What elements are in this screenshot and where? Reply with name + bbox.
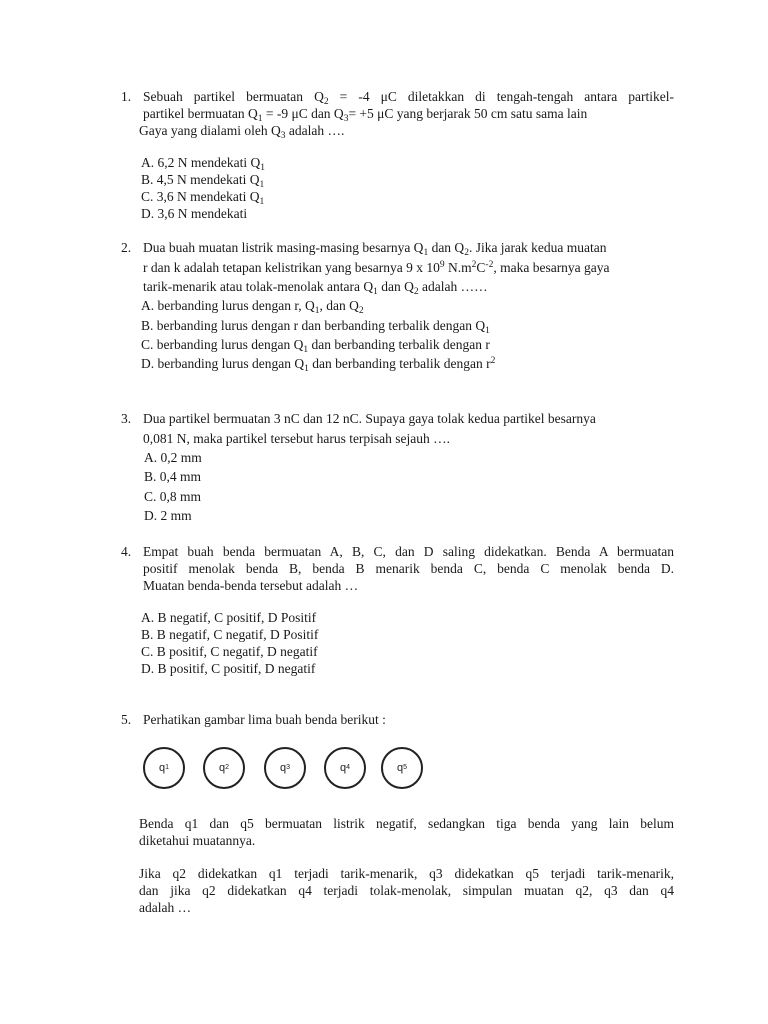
answer-option-b[interactable]: B. 4,5 N mendekati $Q_1$ <box>141 172 265 190</box>
question-number: 5. <box>121 712 132 727</box>
question-number: 3. <box>121 411 132 426</box>
question-text-line: 0,081 N, maka partikel tersebut harus terpisah sejauh …. <box>143 431 451 446</box>
answer-option-b[interactable]: B. 0,4 mm <box>144 469 202 484</box>
question-number: 1. <box>121 89 132 104</box>
question-text-line: partikel bermuatan $Q_1 = -9$ μC dan $Q_3= +5$ μC yang berjarak 50 cm satu sama lain <box>143 106 588 124</box>
charge-circle-q4: q 4 <box>324 747 366 789</box>
question-text-line: Perhatikan gambar lima buah benda berikut : <box>143 712 386 727</box>
answer-option-a[interactable]: A. berbanding lurus dengan r, $Q_1$, dan $Q_2$ <box>141 298 364 316</box>
answer-option-a[interactable]: A. 0,2 mm <box>144 450 202 465</box>
answer-option-b[interactable]: B. berbanding lurus dengan r dan berbanding terbalik dengan $Q_1$ <box>141 318 490 336</box>
question-text-line: Muatan benda-benda tersebut adalah … <box>143 578 359 593</box>
paragraph-line: Jika q2 didekatkan q1 terjadi tarik-menarik, q3 didekatkan q5 terjadi tarik-menarik, <box>139 866 674 881</box>
question-number: 2. <box>121 240 132 255</box>
charge-circle-q5: q 5 <box>381 747 423 789</box>
paragraph-line: Benda q1 dan q5 bermuatan listrik negatif, sedangkan tiga benda yang lain belum <box>139 816 674 831</box>
answer-option-c[interactable]: C. 3,6 N mendekati $Q_1$ <box>141 189 265 207</box>
answer-option-a[interactable]: A. B negatif, C positif, D Positif <box>141 610 317 625</box>
paragraph-line: adalah … <box>139 900 192 915</box>
question-text-line: Empat buah benda bermuatan A, B, C, dan D saling didekatkan. Benda A bermuatan <box>143 544 674 559</box>
answer-option-d[interactable]: D. 3,6 N mendekati <box>141 206 248 221</box>
question-text-line: Sebuah partikel bermuatan $Q_2 = -4$ μC diletakkan di tengah-tengah antara partikel- <box>143 89 675 107</box>
charge-circle-q1: q 1 <box>143 747 185 789</box>
answer-option-d[interactable]: D. 2 mm <box>144 508 192 523</box>
paragraph-line: dan jika q2 didekatkan q4 terjadi tolak-menolak, simpulan muatan q2, q3 dan q4 <box>139 883 674 898</box>
answer-option-d[interactable]: D. B positif, C positif, D negatif <box>141 661 316 676</box>
question-text-line: positif menolak benda B, benda B menarik benda C, benda C menolak benda D. <box>143 561 674 576</box>
answer-option-a[interactable]: A. 6,2 N mendekati $Q_1$ <box>141 155 265 173</box>
question-text-line: Dua partikel bermuatan 3 nC dan 12 nC. Supaya gaya tolak kedua partikel besarnya <box>143 411 596 426</box>
charge-circle-q2: q 2 <box>203 747 245 789</box>
question-text-line: tarik-menarik atau tolak-menolak antara $Q_1$ dan $Q_2$ adalah …… <box>143 279 488 297</box>
question-number: 4. <box>121 544 132 559</box>
answer-option-c[interactable]: C. berbanding lurus dengan $Q_1$ dan berbanding terbalik dengan r <box>141 337 490 355</box>
answer-option-d[interactable]: D. berbanding lurus dengan $Q_1$ dan berbanding terbalik dengan $r^2$ <box>141 356 496 374</box>
question-text-line: Gaya yang dialami oleh $Q_3$ adalah …. <box>139 123 345 141</box>
question-text-line: r dan k adalah tetapan kelistrikan yang besarnya 9 x $10^9$ $N.m^2C^{-2}$, maka besarnya gaya <box>143 260 610 275</box>
answer-option-b[interactable]: B. B negatif, C negatif, D Positif <box>141 627 319 642</box>
question-text-line: Dua buah muatan listrik masing-masing besarnya $Q_1$ dan $Q_2$. Jika jarak kedua muatan <box>143 240 607 258</box>
paragraph-line: diketahui muatannya. <box>139 833 256 848</box>
answer-option-c[interactable]: C. 0,8 mm <box>144 489 202 504</box>
answer-option-c[interactable]: C. B positif, C negatif, D negatif <box>141 644 318 659</box>
charge-circle-q3: q 3 <box>264 747 306 789</box>
